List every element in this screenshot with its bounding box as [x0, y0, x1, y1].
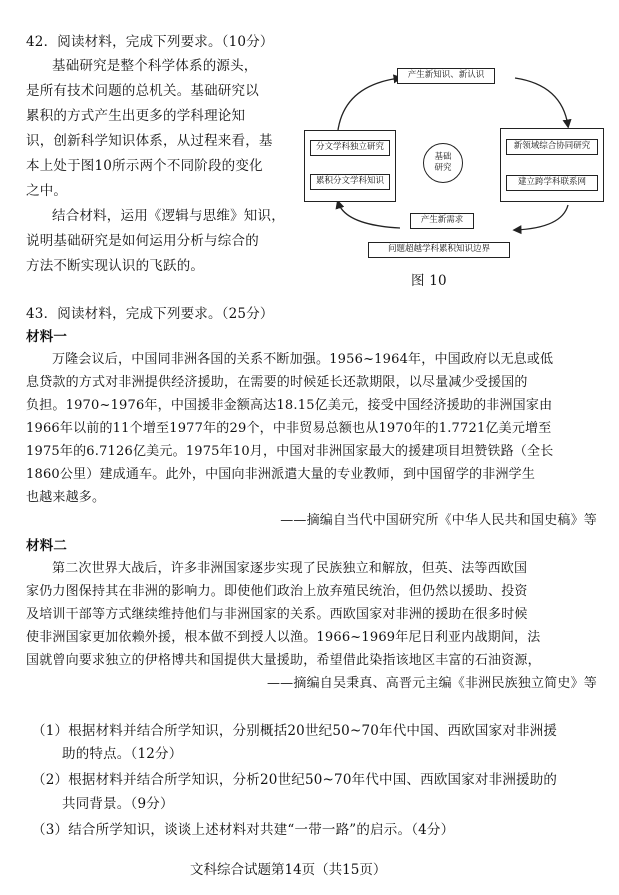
fig-center-text-1: 基础 — [434, 152, 452, 162]
fig-bottom-outer-box: 问题超越学科累积知识边界 — [368, 242, 510, 258]
material-2-label: 材料二 — [26, 538, 68, 554]
q42-prompt-line: 方法不断实现认识的飞跃的。 — [26, 258, 205, 274]
q42-prompt-line: 结合材料，运用《逻辑与思维》知识， — [52, 208, 285, 224]
fig-left-box-b: 累积分文学科知识 — [310, 174, 390, 190]
m1-line: 1860公里）建成通车。此外，中国向非洲派遣大量的专业教师，到中国留学的非洲学生 — [26, 467, 536, 482]
m2-line: 使非洲国家更加依赖外援，根本做不到授人以渔。1966~1969年尼日利亚内战期间，法 — [26, 630, 541, 645]
figure-caption: 图 10 — [411, 273, 447, 289]
m1-source: ——摘编自当代中国研究所《中华人民共和国史稿》等 — [280, 513, 597, 528]
page-footer: 文科综合试题第14页（共15页） — [190, 862, 387, 878]
q43-sub-1-cont: 助的特点。（12分） — [62, 746, 183, 762]
m1-line: 也越来越多。 — [26, 490, 106, 505]
q42-text-line: 识，创新科学知识体系，从过程来看，基 — [26, 133, 273, 149]
q43-title: 43．阅读材料，完成下列要求。（25分） — [26, 306, 274, 322]
m1-line: 负担。1970~1976年，中国援非金额高达18.15亿美元，接受中国经济援助的非洲国家由 — [26, 398, 553, 413]
q43-sub-2-cont: 共同背景。（9分） — [62, 796, 174, 812]
fig-center-text-2: 研究 — [434, 163, 452, 173]
m2-line: 家仍力图保持其在非洲的影响力。即使他们政治上放弃殖民统治，但仍然以援助、投资 — [26, 584, 528, 599]
fig-left-box-a: 分文学科独立研究 — [310, 140, 390, 156]
material-1-label: 材料一 — [26, 329, 68, 345]
fig-center-circle — [423, 143, 463, 183]
arrow-top-to-right — [515, 78, 568, 126]
m1-line: 1966年以前的11个增至1977年的29个，中非贸易总额也从1970年的1.7721亿美元增至 — [26, 421, 552, 436]
fig-right-box-a: 新领域综合协同研究 — [506, 139, 598, 155]
q42-text-line: 是所有技术问题的总机关。基础研究以 — [26, 83, 259, 99]
q43-sub-2: （2）根据材料并结合所学知识，分析20世纪50~70年代中国、西欧国家对非洲援助的 — [32, 772, 558, 788]
q42-text-line: 基础研究是整个科学体系的源头， — [52, 58, 258, 74]
fig-top-box: 产生新知识、新认识 — [397, 68, 495, 84]
m1-line: 息贷款的方式对非洲提供经济援助，在需要的时候延长还款期限，以尽量减少受援国的 — [26, 375, 528, 390]
q43-sub-3: （3）结合所学知识，谈谈上述材料对共建“一带一路”的启示。（4分） — [32, 822, 455, 838]
m2-source: ——摘编自吴秉真、高晋元主编《非洲民族独立简史》等 — [266, 676, 597, 691]
m1-line: 1975年的6.7126亿美元。1975年10月，中国对非洲国家最大的援建项目坦赞铁路（全长 — [26, 444, 554, 459]
m2-line: 国就曾向要求独立的伊格博共和国提供大量援助，希望借此染指该地区丰富的石油资源， — [26, 653, 541, 668]
fig-right-box-b: 建立跨学科联系网 — [506, 175, 598, 191]
q42-prompt-line: 说明基础研究是如何运用分析与综合的 — [26, 233, 259, 249]
m1-line: 万隆会议后，中国同非洲各国的关系不断加强。1956~1964年，中国政府以无息或低 — [52, 352, 554, 367]
arrow-bottom-to-left — [338, 202, 400, 228]
m2-line: 第二次世界大战后，许多非洲国家逐步实现了民族独立和解放，但英、法等西欧国 — [52, 561, 528, 576]
fig-bottom-box: 产生新需求 — [410, 213, 474, 229]
q42-title: 42．阅读材料，完成下列要求。（10分） — [26, 34, 274, 50]
q42-text-line: 累积的方式产生出更多的学科理论知 — [26, 108, 246, 124]
arrow-right-to-bottom — [515, 205, 568, 230]
q42-text-line: 本上处于图10所示两个不同阶段的变化 — [26, 158, 263, 174]
q42-text-line: 之中。 — [26, 183, 68, 199]
m2-line: 及培训干部等方式继续维持他们与非洲国家的关系。西欧国家对非洲的援助在很多时候 — [26, 607, 528, 622]
arrow-left-to-top — [338, 78, 400, 130]
figure-10 — [300, 60, 610, 270]
q43-sub-1: （1）根据材料并结合所学知识，分别概括20世纪50~70年代中国、西欧国家对非洲援 — [32, 723, 558, 739]
